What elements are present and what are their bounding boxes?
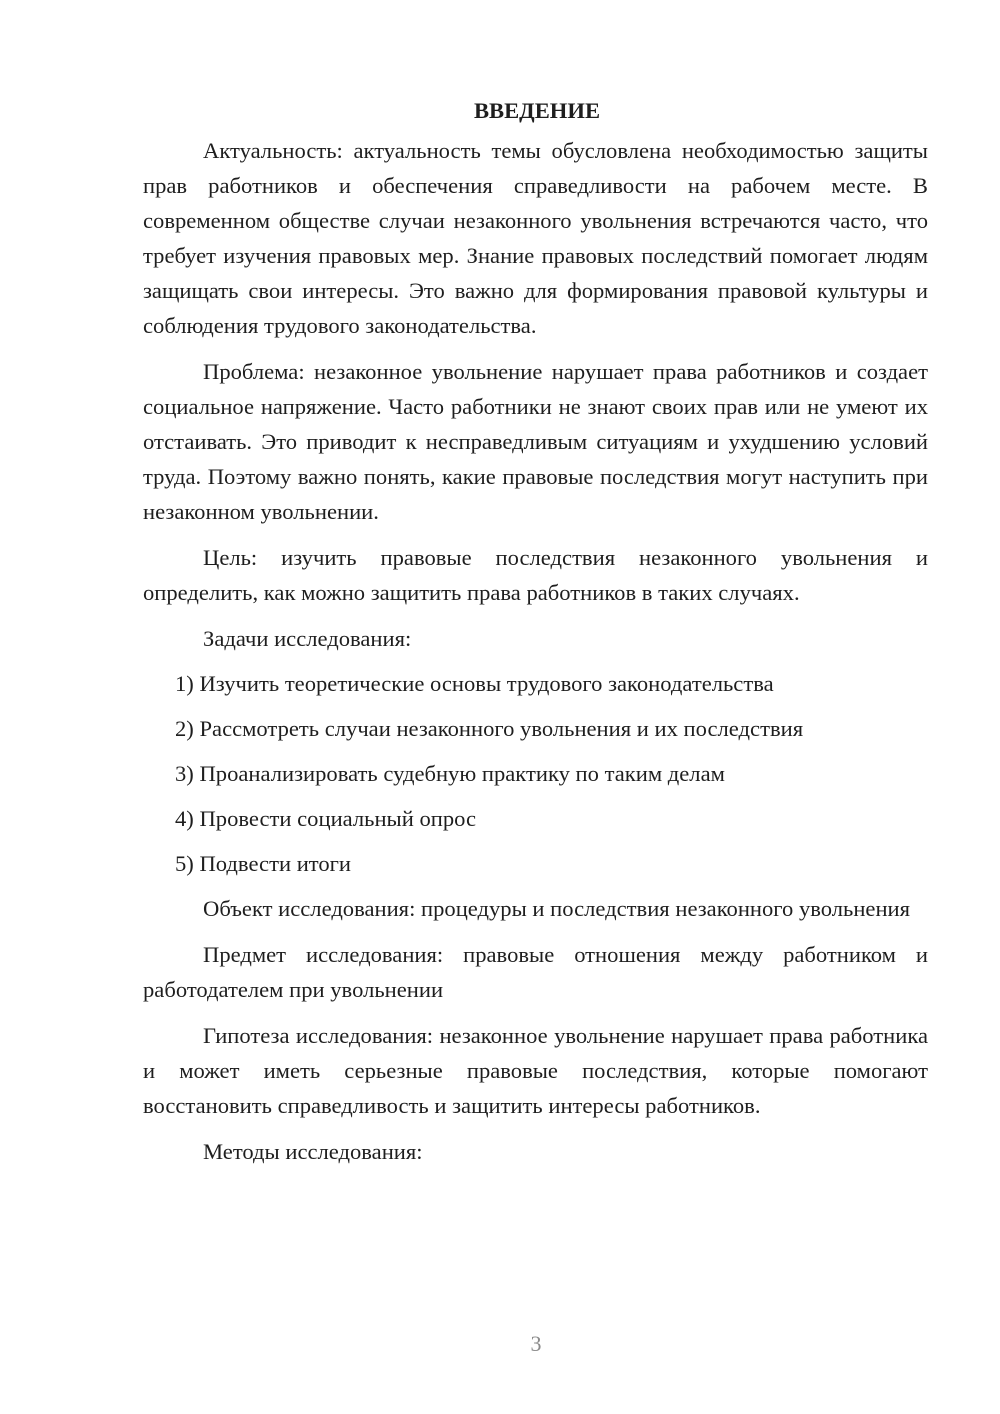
tasks-heading: Задачи исследования: — [203, 626, 412, 651]
task-item-2: 2) Рассмотреть случаи незаконного увольнения и их последствия — [175, 716, 804, 741]
page-title: ВВЕДЕНИЕ — [473, 98, 601, 123]
object-paragraph: Объект исследования: процедуры и последствия незаконного увольнения — [203, 896, 911, 921]
page-number: 3 — [530, 1331, 542, 1356]
task-item-3: 3) Проанализировать судебную практику по таким делам — [175, 761, 725, 786]
tasks-list — [143, 666, 928, 881]
hypothesis-paragraph: Гипотеза исследования: незаконное увольнение нарушает права работника и может иметь серьезные правовые последствия, которые помогают восстановить справедливость и защитить интересы работников. — [143, 1023, 928, 1118]
methods-heading: Методы исследования: — [203, 1139, 423, 1164]
relevance-paragraph: Актуальность: актуальность темы обусловлена необходимостью защиты прав работников и обеспечения справедливости на рабочем месте. В современном обществе случаи незаконного увольнения встречаются часто, что требует изучения правовых мер. Знание правовых последствий помогает людям защищать свои интересы. Это важно для формирования правовой культуры и соблюдения трудового законодательства. — [143, 138, 928, 338]
task-item-4: 4) Провести социальный опрос — [175, 806, 477, 831]
task-item-5: 5) Подвести итоги — [175, 851, 352, 876]
problem-paragraph: Проблема: незаконное увольнение нарушает права работников и создает социальное напряжение. Часто работники не знают своих прав или не умеют их отстаивать. Это приводит к несправедливым ситуациям и ухудшению условий труда. Поэтому важно понять, какие правовые последствия могут наступить при незаконном увольнении. — [143, 359, 928, 524]
subject-paragraph: Предмет исследования: правовые отношения между работником и работодателем при увольнении — [143, 942, 928, 1002]
task-item-1: 1) Изучить теоретические основы трудового законодательства — [175, 671, 774, 696]
document-body — [143, 96, 928, 1179]
goal-paragraph: Цель: изучить правовые последствия незаконного увольнения и определить, как можно защитить права работников в таких случаях. — [143, 545, 928, 605]
